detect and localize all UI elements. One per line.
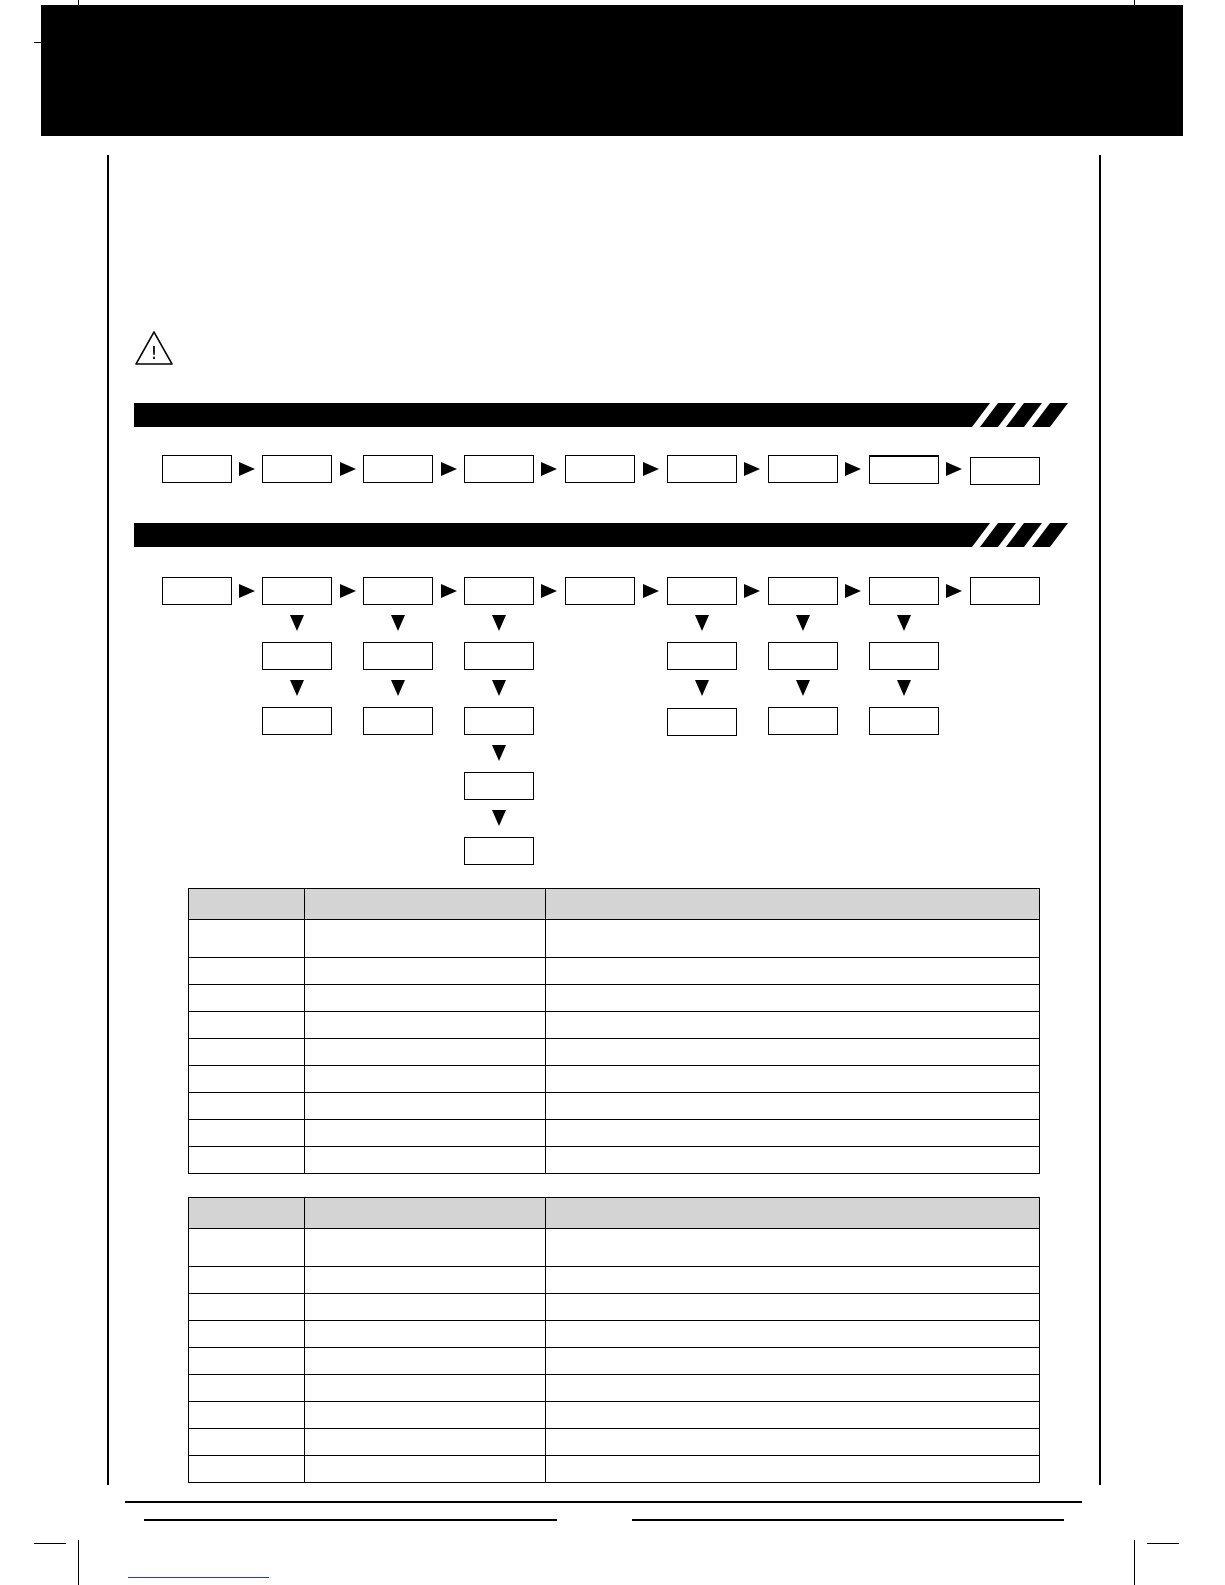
table-cell bbox=[305, 1267, 546, 1294]
table-header-cell bbox=[546, 889, 1040, 920]
table-header-row bbox=[189, 889, 1040, 920]
flow-sub-step bbox=[464, 837, 534, 865]
arrow-right-icon bbox=[541, 584, 557, 598]
table-cell bbox=[305, 1066, 546, 1093]
flow-step bbox=[262, 577, 332, 605]
table-cell bbox=[189, 1348, 305, 1375]
flow-step bbox=[869, 577, 939, 605]
arrow-right-icon bbox=[239, 462, 255, 476]
table-cell bbox=[546, 1147, 1040, 1174]
table-header-cell bbox=[305, 889, 546, 920]
crop-mark bbox=[1134, 1540, 1135, 1585]
table-cell bbox=[546, 1429, 1040, 1456]
section-title-bar bbox=[134, 403, 1074, 427]
warning-triangle-icon bbox=[134, 330, 174, 366]
right-margin-line bbox=[1099, 155, 1101, 1485]
table-cell bbox=[189, 1093, 305, 1120]
table-cell bbox=[189, 1120, 305, 1147]
table-row bbox=[189, 1402, 1040, 1429]
arrow-right-icon bbox=[441, 584, 457, 598]
arrow-right-icon bbox=[946, 462, 962, 476]
table-cell bbox=[189, 920, 305, 958]
flow-step bbox=[363, 577, 433, 605]
table-cell bbox=[305, 1120, 546, 1147]
table-cell bbox=[305, 1429, 546, 1456]
flow-sub-step bbox=[262, 707, 332, 735]
spec-table-2 bbox=[188, 1197, 1040, 1483]
flow-step bbox=[768, 455, 838, 483]
arrow-down-icon bbox=[391, 680, 405, 696]
table-cell bbox=[305, 958, 546, 985]
arrow-right-icon bbox=[845, 584, 861, 598]
table-cell bbox=[189, 1375, 305, 1402]
table-row bbox=[189, 1039, 1040, 1066]
table-row bbox=[189, 1294, 1040, 1321]
arrow-down-icon bbox=[492, 810, 506, 826]
flow-step bbox=[262, 455, 332, 483]
arrow-down-icon bbox=[695, 680, 709, 696]
svg-text:!: ! bbox=[150, 343, 158, 364]
footer-rule bbox=[125, 1501, 1082, 1503]
table-row bbox=[189, 1147, 1040, 1174]
table-cell bbox=[546, 1402, 1040, 1429]
flow-sub-step bbox=[464, 707, 534, 735]
arrow-right-icon bbox=[744, 584, 760, 598]
flow-sub-step bbox=[869, 642, 939, 670]
table-cell bbox=[189, 1229, 305, 1267]
table-header-cell bbox=[189, 1198, 305, 1229]
table-header-cell bbox=[189, 889, 305, 920]
arrow-right-icon bbox=[340, 584, 356, 598]
table-row bbox=[189, 1120, 1040, 1147]
flow-step bbox=[565, 455, 635, 483]
table-header-cell bbox=[546, 1198, 1040, 1229]
table-row bbox=[189, 1229, 1040, 1267]
table-cell bbox=[305, 1093, 546, 1120]
arrow-down-icon bbox=[492, 615, 506, 631]
arrow-right-icon bbox=[239, 584, 255, 598]
flow-sub-step bbox=[363, 707, 433, 735]
table-row bbox=[189, 985, 1040, 1012]
table-cell bbox=[189, 1267, 305, 1294]
crop-mark bbox=[34, 42, 66, 43]
table-cell bbox=[305, 985, 546, 1012]
footer-rule-right bbox=[632, 1519, 1064, 1521]
table-cell bbox=[305, 1456, 546, 1483]
arrow-down-icon bbox=[391, 615, 405, 631]
table-cell bbox=[189, 1429, 305, 1456]
table-cell bbox=[189, 958, 305, 985]
arrow-right-icon bbox=[541, 462, 557, 476]
table-cell bbox=[546, 1066, 1040, 1093]
table-row bbox=[189, 920, 1040, 958]
table-row bbox=[189, 1429, 1040, 1456]
table-cell bbox=[189, 1402, 305, 1429]
table-header-row bbox=[189, 1198, 1040, 1229]
table-row bbox=[189, 1066, 1040, 1093]
arrow-right-icon bbox=[845, 462, 861, 476]
table-cell bbox=[189, 1294, 305, 1321]
table-cell bbox=[546, 1039, 1040, 1066]
left-margin-line bbox=[107, 155, 109, 1485]
crop-mark bbox=[78, 1540, 79, 1585]
table-row bbox=[189, 1012, 1040, 1039]
flow-sub-step bbox=[464, 772, 534, 800]
arrow-down-icon bbox=[695, 615, 709, 631]
flow-step bbox=[363, 455, 433, 483]
flow-step bbox=[162, 455, 232, 483]
flow-step bbox=[162, 577, 232, 605]
table-cell bbox=[546, 1294, 1040, 1321]
flow-step bbox=[667, 455, 737, 483]
table-cell bbox=[189, 1147, 305, 1174]
table-row bbox=[189, 1267, 1040, 1294]
flow-step bbox=[970, 457, 1040, 485]
arrow-down-icon bbox=[492, 680, 506, 696]
table-cell bbox=[546, 1012, 1040, 1039]
flow-sub-step bbox=[262, 642, 332, 670]
crop-mark bbox=[1147, 42, 1179, 43]
table-row bbox=[189, 1375, 1040, 1402]
arrow-down-icon bbox=[492, 745, 506, 761]
table-cell bbox=[546, 1120, 1040, 1147]
table-cell bbox=[546, 1375, 1040, 1402]
table-row bbox=[189, 1348, 1040, 1375]
flow-step bbox=[565, 577, 635, 605]
page-header-band bbox=[41, 5, 1183, 136]
table-cell bbox=[546, 985, 1040, 1012]
table-row bbox=[189, 1321, 1040, 1348]
arrow-right-icon bbox=[946, 584, 962, 598]
table-cell bbox=[546, 958, 1040, 985]
crop-mark bbox=[1147, 1543, 1179, 1544]
footer-rule-left bbox=[144, 1519, 557, 1521]
arrow-down-icon bbox=[290, 680, 304, 696]
table-cell bbox=[546, 1229, 1040, 1267]
arrow-down-icon bbox=[290, 615, 304, 631]
flow-sub-step bbox=[768, 642, 838, 670]
flow-step bbox=[667, 577, 737, 605]
table-cell bbox=[305, 1147, 546, 1174]
table-cell bbox=[305, 1229, 546, 1267]
table-cell bbox=[189, 1456, 305, 1483]
table-cell bbox=[189, 1321, 305, 1348]
flow-sub-step bbox=[363, 642, 433, 670]
arrow-down-icon bbox=[796, 615, 810, 631]
arrow-right-icon bbox=[744, 462, 760, 476]
table-header-cell bbox=[305, 1198, 546, 1229]
arrow-right-icon bbox=[340, 462, 356, 476]
table-cell bbox=[546, 920, 1040, 958]
table-cell bbox=[189, 1039, 305, 1066]
table-cell bbox=[546, 1321, 1040, 1348]
table-cell bbox=[305, 1348, 546, 1375]
flow-sub-step bbox=[667, 708, 737, 736]
arrow-down-icon bbox=[796, 680, 810, 696]
table-cell bbox=[305, 1294, 546, 1321]
table-cell bbox=[546, 1348, 1040, 1375]
table-cell bbox=[546, 1456, 1040, 1483]
flow-sub-step bbox=[869, 707, 939, 735]
table-row bbox=[189, 1093, 1040, 1120]
flow-sub-step bbox=[667, 642, 737, 670]
footer-link-underline[interactable] bbox=[128, 1577, 269, 1578]
flow-step bbox=[869, 455, 939, 484]
arrow-right-icon bbox=[643, 584, 659, 598]
crop-mark bbox=[34, 1543, 66, 1544]
flow-step bbox=[464, 577, 534, 605]
table-row bbox=[189, 1456, 1040, 1483]
spec-table-1 bbox=[188, 888, 1040, 1174]
arrow-right-icon bbox=[441, 462, 457, 476]
table-cell bbox=[546, 1093, 1040, 1120]
flow-step bbox=[464, 455, 534, 483]
table-cell bbox=[546, 1267, 1040, 1294]
table-cell bbox=[305, 1321, 546, 1348]
table-row bbox=[189, 958, 1040, 985]
table-cell bbox=[305, 1375, 546, 1402]
table-cell bbox=[189, 1012, 305, 1039]
arrow-down-icon bbox=[897, 680, 911, 696]
table-cell bbox=[305, 1039, 546, 1066]
table-cell bbox=[189, 1066, 305, 1093]
crop-mark bbox=[78, 0, 79, 45]
section-title-bar bbox=[134, 523, 1074, 547]
table-cell bbox=[305, 920, 546, 958]
flow-step bbox=[768, 577, 838, 605]
flow-step bbox=[970, 577, 1040, 605]
table-cell bbox=[189, 985, 305, 1012]
crop-mark bbox=[1134, 0, 1135, 45]
table-cell bbox=[305, 1402, 546, 1429]
flow-sub-step bbox=[464, 642, 534, 670]
arrow-right-icon bbox=[643, 462, 659, 476]
arrow-down-icon bbox=[897, 615, 911, 631]
flow-sub-step bbox=[768, 707, 838, 735]
table-cell bbox=[305, 1012, 546, 1039]
